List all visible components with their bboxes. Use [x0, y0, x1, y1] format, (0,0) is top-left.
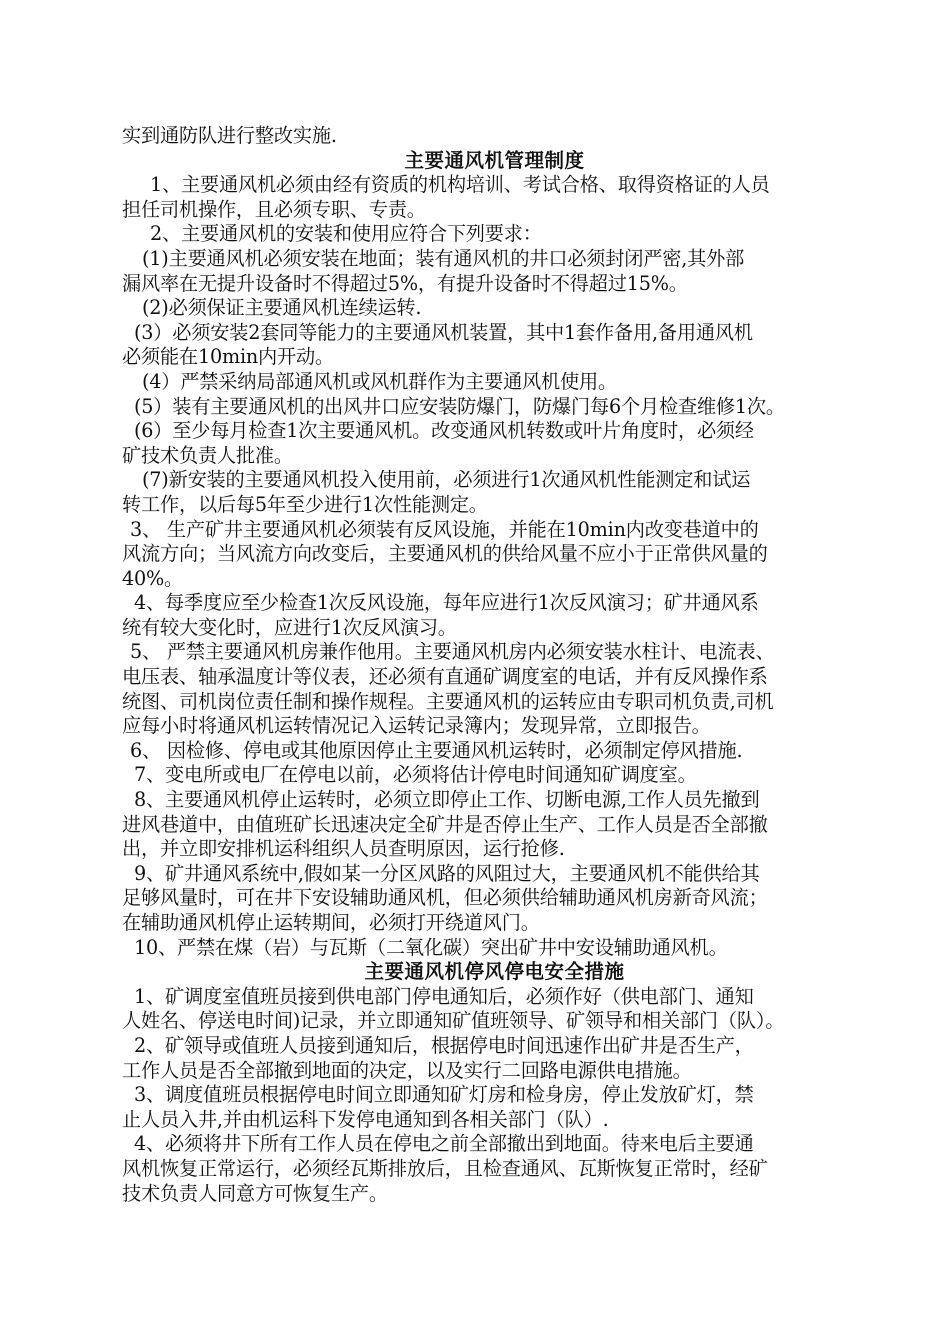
text-line: (1)主要通风机必须安装在地面；装有通风机的井口必须封闭严密,其外部: [142, 246, 745, 270]
text-line: 电压表、轴承温度计等仪表，还必须有直通矿调度室的电话，并有反风操作系: [122, 665, 768, 689]
text-line: (3）必须安装2套同等能力的主要通风机装置，其中1套作备用,备用通风机: [134, 320, 753, 344]
text-line: 足够风量时，可在井下安设辅助通风机，但必须供给辅助通风机房新奇风流；: [122, 886, 768, 910]
text-line: (7)新安装的主要通风机投入使用前，必须进行1次通风机性能测定和试运: [142, 468, 751, 492]
text-line: 必须能在10min内开动。: [122, 345, 335, 369]
text-line: 风流方向；当风流方向改变后，主要通风机的供给风量不应小于正常供风量的: [122, 542, 768, 566]
text-line: (2)必须保证主要通风机连续运转.: [142, 296, 422, 320]
text-line: 40%。: [122, 566, 184, 590]
text-line: 4、每季度应至少检查1次反风设施，每年应进行1次反风演习；矿井通风系: [134, 591, 759, 615]
text-line: 出，并立即安排机运科组织人员查明原因，运行抢修.: [122, 837, 565, 861]
text-line: 应每小时将通风机运转情况记入运转记录簿内；发现异常，立即报告。: [122, 714, 711, 738]
text-line: 风机恢复正常运行，必须经瓦斯排放后，且检查通风、瓦斯恢复正常时，经矿: [122, 1156, 768, 1180]
text-line: 1、矿调度室值班员接到供电部门停电通知后，必须作好（供电部门、通知: [134, 984, 754, 1008]
text-line: 9、矿井通风系统中,假如某一分区风路的风阻过大，主要通风机不能供给其: [134, 861, 760, 885]
text-line: 3、调度值班员根据停电时间立即通知矿灯房和检身房，停止发放矿灯，禁: [134, 1083, 754, 1107]
text-line: 2、矿领导或值班人员接到通知后，根据停电时间迅速作出矿井是否生产，: [134, 1033, 754, 1057]
text-line: 2、主要通风机的安装和使用应符合下列要求：: [150, 222, 542, 246]
text-line: 10、严禁在煤（岩）与瓦斯（二氧化碳）突出矿井中安设辅助通风机。: [134, 935, 728, 959]
text-line: 工作人员是否全部撤到地面的决定，以及实行二回路电源供电措施。: [122, 1058, 692, 1082]
text-line: 7、变电所或电厂在停电以前，必须将估计停电时间通知矿调度室。: [134, 763, 697, 787]
text-line: 转工作，以后每5年至少进行1次性能测定。: [122, 492, 488, 516]
text-line: 在辅助通风机停止运转期间，必须打开绕道风门。: [122, 911, 540, 934]
text-line: (4）严禁采纳局部通风机或风机群作为主要通风机使用。: [142, 369, 617, 393]
text-line: 统图、司机岗位责任制和操作规程。主要通风机的运转应由专职司机负责,司机: [122, 689, 774, 713]
section-heading: 主要通风机管理制度: [404, 148, 585, 172]
text-line: 8、主要通风机停止运转时，必须立即停止工作、切断电源,工作人员先撤到: [134, 788, 760, 812]
text-line: (6）至少每月检查1次主要通风机。改变通风机转数或叶片角度时，必须经: [134, 419, 754, 443]
text-line: 4、必须将井下所有工作人员在停电之前全部撤出到地面。待来电后主要通: [134, 1132, 754, 1156]
section-heading: 主要通风机停风停电安全措施: [364, 960, 625, 984]
text-line: 实到通防队进行整改实施.: [122, 124, 337, 147]
text-line: 止人员入井,并由机运科下发停电通知到各相关部门（队）.: [122, 1107, 609, 1131]
text-line: 5、 严禁主要通风机房兼作他用。主要通风机房内必须安装水柱计、电流表、: [130, 640, 775, 664]
text-line: 担任司机操作，且必须专职、专责。: [122, 197, 426, 221]
text-line: (5）装有主要通风机的出风井口应安装防爆门，防爆门每6个月检查维修1次。: [134, 394, 785, 418]
text-line: 技术负责人同意方可恢复生产。: [122, 1181, 388, 1205]
document-body: [122, 124, 867, 1206]
text-line: 人姓名、停送电时间)记录，并立即通知矿值班领导、矿领导和相关部门（队）。: [122, 1009, 785, 1033]
text-line: 1、主要通风机必须由经有资质的机构培训、考试合格、取得资格证的人员: [150, 173, 770, 197]
text-line: 矿技术负责人批准。: [122, 443, 293, 467]
text-line: 漏风率在无提升设备时不得超过5%，有提升设备时不得超过15%。: [122, 271, 688, 295]
text-line: 统有较大变化时，应进行1次反风演习。: [122, 615, 457, 639]
text-line: 进风巷道中，由值班矿长迅速决定全矿井是否停止生产、工作人员是否全部撤: [122, 812, 768, 836]
text-line: 6、 因检修、停电或其他原因停止主要通风机运转时，必须制定停风措施.: [130, 738, 743, 762]
text-line: 3、 生产矿井主要通风机必须装有反风设施，并能在10min内改变巷道中的: [130, 517, 759, 541]
